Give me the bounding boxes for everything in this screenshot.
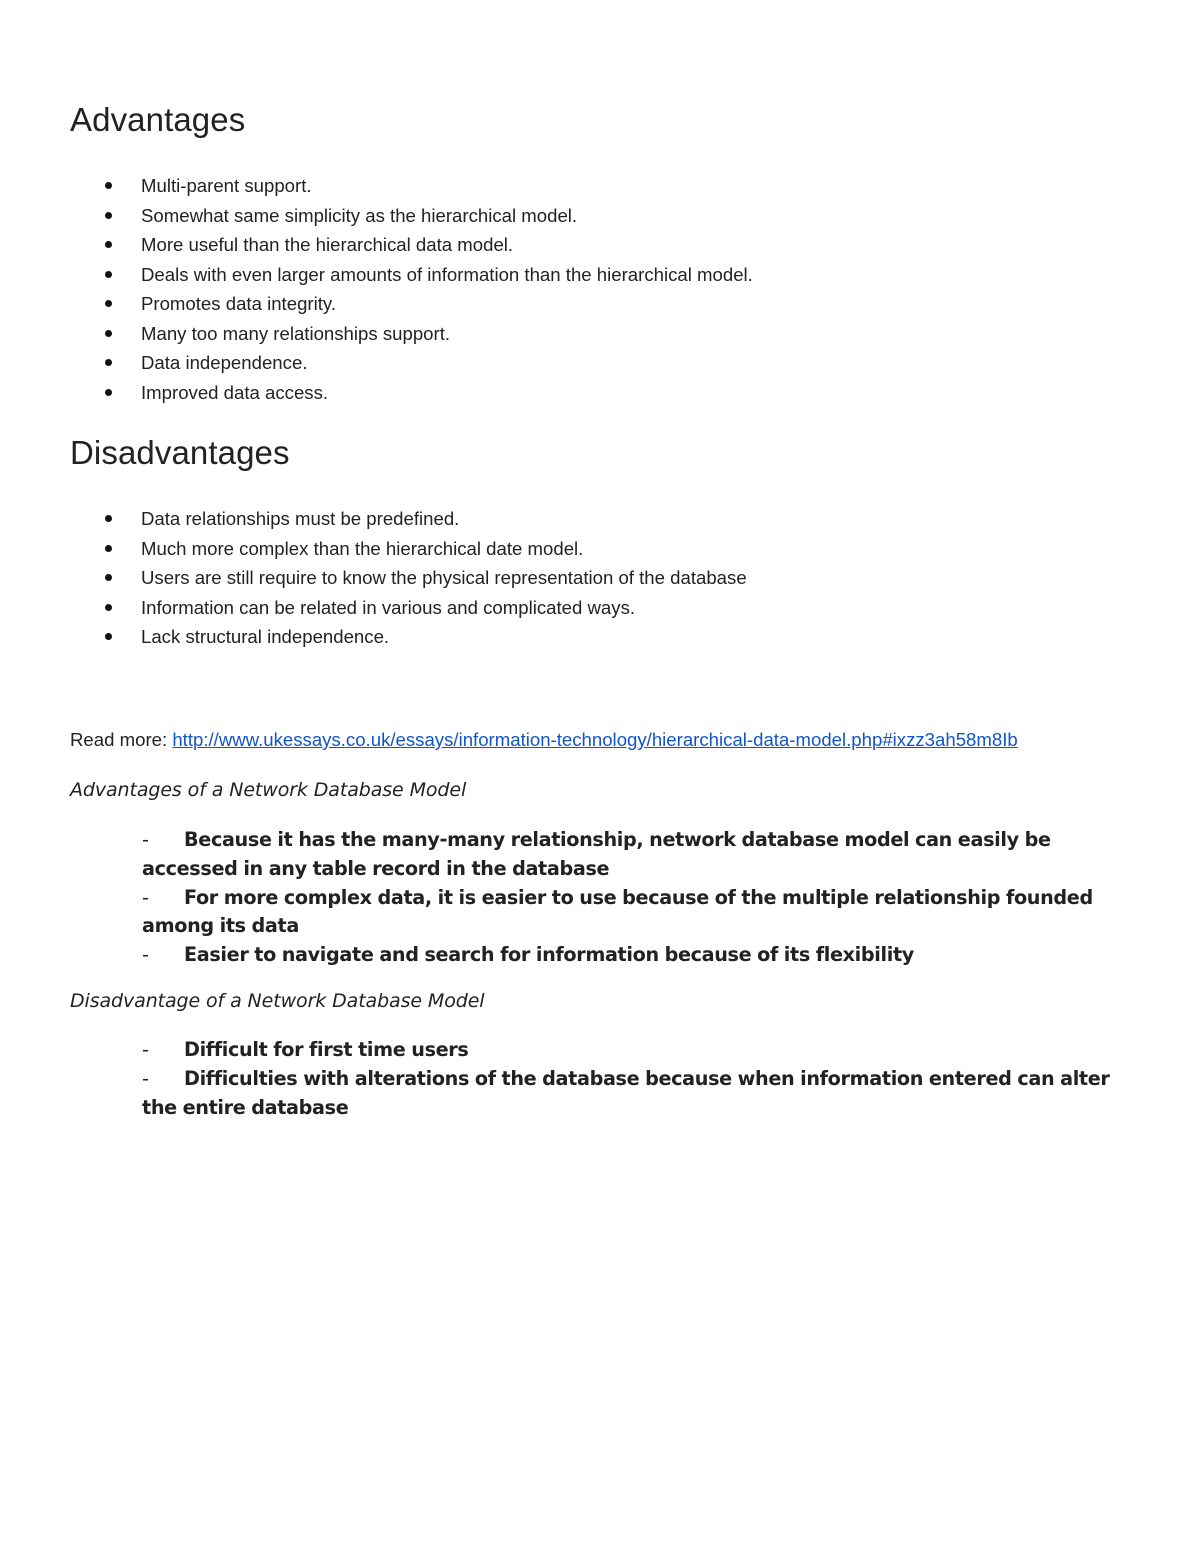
bullet-icon <box>105 271 112 278</box>
bullet-icon <box>105 633 112 640</box>
list-item: Users are still require to know the physical representation of the database <box>0 563 747 593</box>
dash-marker: - <box>142 943 149 967</box>
bullet-icon <box>105 212 112 219</box>
advantages-heading: Advantages <box>70 101 246 138</box>
read-more-line <box>70 729 1018 751</box>
bullet-icon <box>105 359 112 366</box>
bullet-icon <box>105 574 112 581</box>
list-item: Somewhat same simplicity as the hierarchical model. <box>0 201 753 231</box>
list-item: Much more complex than the hierarchical date model. <box>0 534 747 564</box>
dash-marker: - <box>142 1038 149 1061</box>
list-item: Data relationships must be predefined. <box>0 504 747 534</box>
list-item: Improved data access. <box>0 378 753 408</box>
list-item: - For more complex data, it is easier to use because of the multiple relationship founded among its data <box>142 885 1093 938</box>
list-item: More useful than the hierarchical data model. <box>0 230 753 260</box>
advantages-list <box>0 171 753 407</box>
disadvantages-heading: Disadvantages <box>70 434 290 471</box>
bullet-icon <box>105 300 112 307</box>
list-item: Data independence. <box>0 348 753 378</box>
list-item: Multi-parent support. <box>0 171 753 201</box>
dash-marker: - <box>142 828 149 851</box>
bullet-icon <box>105 182 112 189</box>
bullet-icon <box>105 389 112 396</box>
bullet-icon <box>105 241 112 248</box>
list-item: - Because it has the many-many relationship, network database model can easily be accessed in any table record in the database <box>142 828 1051 880</box>
list-item: Lack structural independence. <box>0 622 747 652</box>
list-item: Information can be related in various and complicated ways. <box>0 593 747 623</box>
dash-marker: - <box>142 885 149 909</box>
list-item: Deals with even larger amounts of information than the hierarchical model. <box>0 260 753 290</box>
list-item: - Easier to navigate and search for information because of its flexibility <box>0 941 1127 970</box>
list-item: - Difficult for first time users <box>0 1036 1127 1065</box>
disadvantages-list <box>0 504 747 652</box>
bullet-icon <box>105 545 112 552</box>
dash-marker: - <box>142 1066 149 1090</box>
bullet-icon <box>105 515 112 522</box>
read-more-label: Read more: <box>70 729 173 750</box>
network-advantages-heading: Advantages of a Network Database Model <box>70 779 467 801</box>
network-disadvantages-list <box>0 1036 1200 1122</box>
network-disadvantages-heading: Disadvantage of a Network Database Model <box>70 990 485 1012</box>
network-advantages-list <box>0 826 1200 970</box>
bullet-icon <box>105 330 112 337</box>
list-item: Many too many relationships support. <box>0 319 753 349</box>
read-more-link[interactable]: http://www.ukessays.co.uk/essays/information-technology/hierarchical-data-model.php#ixzz3ah58m8Ib <box>172 729 1018 750</box>
bullet-icon <box>105 604 112 611</box>
list-item: Promotes data integrity. <box>0 289 753 319</box>
list-item: - Difficulties with alterations of the database because when information entered can alter the entire database <box>142 1066 1110 1119</box>
